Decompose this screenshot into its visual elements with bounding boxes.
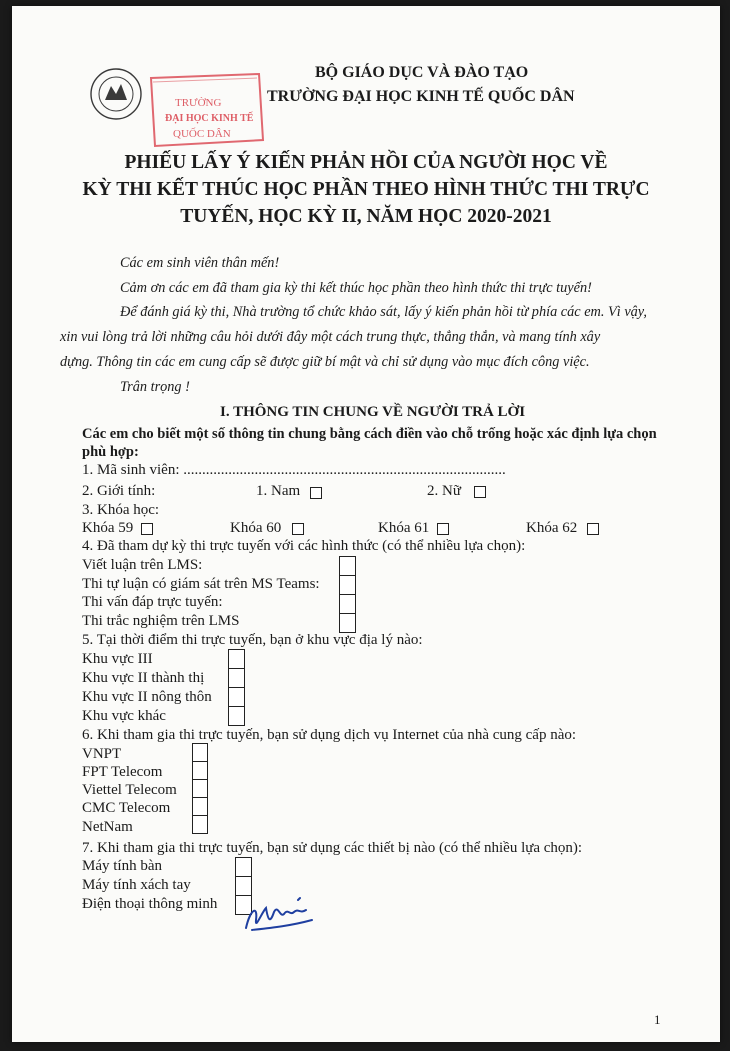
gender-male-checkbox[interactable] (310, 487, 322, 499)
cohort-59-checkbox[interactable] (141, 523, 153, 535)
region-option: Khu vực II nông thôn (82, 689, 212, 705)
exam-format-checkbox[interactable] (339, 556, 356, 576)
isp-option: NetNam (82, 819, 133, 835)
intro-closing: Trân trọng ! (120, 379, 190, 395)
ministry-name: BỘ GIÁO DỤC VÀ ĐÀO TẠO (315, 64, 529, 81)
gender-female-checkbox[interactable] (474, 486, 486, 498)
cohort-60-checkbox[interactable] (292, 523, 304, 535)
seal-text-1: TRƯỜNG (175, 97, 222, 109)
isp-option: Viettel Telecom (82, 782, 177, 798)
gender-female-label: 2. Nữ (427, 483, 461, 499)
exam-format-option: Thi tự luận có giám sát trên MS Teams: (82, 576, 320, 592)
gender-male-label: 1. Nam (256, 483, 301, 499)
device-option: Máy tính bàn (82, 858, 162, 874)
exam-format-checkbox[interactable] (339, 594, 356, 614)
exam-format-checkbox[interactable] (339, 613, 356, 633)
seal-text-2: ĐẠI HỌC KINH TẾ (165, 113, 254, 124)
region-checkbox[interactable] (228, 668, 245, 688)
intro-paragraph-line-2: xin vui lòng trả lời những câu hỏi dưới đây một cách trung thực, thẳng thắn, và mang tính xây (60, 329, 601, 345)
exam-format-question: 4. Đã tham dự kỳ thi trực tuyến với các hình thức (có thể nhiều lựa chọn): (82, 538, 526, 554)
section-1-instruction-line-1: Các em cho biết một số thông tin chung bằng cách điền vào chỗ trống hoặc xác định lựa chọn (82, 426, 657, 442)
form-title-line-3: TUYẾN, HỌC KỲ II, NĂM HỌC 2020-2021 (180, 206, 552, 227)
region-checkbox[interactable] (228, 706, 245, 726)
form-title-line-1: PHIẾU LẤY Ý KIẾN PHẢN HỒI CỦA NGƯỜI HỌC VỀ (124, 152, 608, 173)
cohort-61-label: Khóa 61 (378, 520, 430, 536)
isp-question: 6. Khi tham gia thi trực tuyến, bạn sử dụng dịch vụ Internet của nhà cung cấp nào: (82, 727, 577, 743)
isp-option: FPT Telecom (82, 764, 163, 780)
exam-format-option: Viết luận trên LMS: (82, 557, 203, 573)
isp-checkbox[interactable] (192, 743, 208, 762)
exam-format-option: Thi trắc nghiệm trên LMS (82, 613, 240, 629)
device-option: Máy tính xách tay (82, 877, 191, 893)
university-name: TRƯỜNG ĐẠI HỌC KINH TẾ QUỐC DÂN (267, 88, 575, 105)
region-question: 5. Tại thời điểm thi trực tuyến, bạn ở khu vực địa lý nào: (82, 632, 423, 648)
section-1-instruction-line-2: phù hợp: (82, 444, 139, 460)
region-option: Khu vực khác (82, 708, 166, 724)
device-question: 7. Khi tham gia thi trực tuyến, bạn sử dụng các thiết bị nào (có thể nhiều lựa chọn): (82, 840, 583, 856)
isp-checkbox[interactable] (192, 815, 208, 834)
document-page (12, 6, 720, 1042)
student-id-field[interactable]: 1. Mã sinh viên: ...................................................................................... (82, 462, 506, 478)
seal-text-3: QUỐC DÂN (173, 128, 231, 140)
device-checkbox[interactable] (235, 857, 252, 877)
exam-format-checkbox[interactable] (339, 575, 356, 595)
cohort-label: 3. Khóa học: (82, 502, 160, 518)
cohort-60-label: Khóa 60 (230, 520, 282, 536)
isp-option: VNPT (82, 746, 122, 762)
cohort-62-checkbox[interactable] (587, 523, 599, 535)
intro-thanks: Cảm ơn các em đã tham gia kỳ thi kết thúc học phần theo hình thức thi trực tuyến! (120, 280, 592, 296)
isp-checkbox[interactable] (192, 779, 208, 798)
page-number: 1 (654, 1012, 661, 1027)
intro-paragraph-line-1: Để đánh giá kỳ thi, Nhà trường tổ chức khảo sát, lấy ý kiến phản hồi từ phía các em. Vì vậy, (120, 304, 647, 320)
isp-checkbox[interactable] (192, 797, 208, 816)
handwritten-signature (240, 890, 330, 940)
cohort-61-checkbox[interactable] (437, 523, 449, 535)
cohort-62-label: Khóa 62 (526, 520, 578, 536)
device-option: Điện thoại thông minh (82, 896, 218, 912)
isp-checkbox[interactable] (192, 761, 208, 780)
isp-option: CMC Telecom (82, 800, 171, 816)
gender-label: 2. Giới tính: (82, 483, 156, 499)
form-title-line-2: KỲ THI KẾT THÚC HỌC PHẦN THEO HÌNH THỨC THI TRỰC (82, 179, 650, 200)
region-option: Khu vực II thành thị (82, 670, 205, 686)
region-checkbox[interactable] (228, 649, 245, 669)
intro-paragraph-line-3: dựng. Thông tin các em cung cấp sẽ được giữ bí mật và chỉ sử dụng vào mục đích công việc. (60, 354, 590, 370)
university-seal-stamp (89, 48, 269, 156)
region-checkbox[interactable] (228, 687, 245, 707)
region-option: Khu vực III (82, 651, 153, 667)
cohort-59-label: Khóa 59 (82, 520, 134, 536)
intro-greeting: Các em sinh viên thân mến! (120, 255, 280, 271)
section-1-heading: I. THÔNG TIN CHUNG VỀ NGƯỜI TRẢ LỜI (220, 404, 526, 420)
exam-format-option: Thi vấn đáp trực tuyến: (82, 594, 223, 610)
